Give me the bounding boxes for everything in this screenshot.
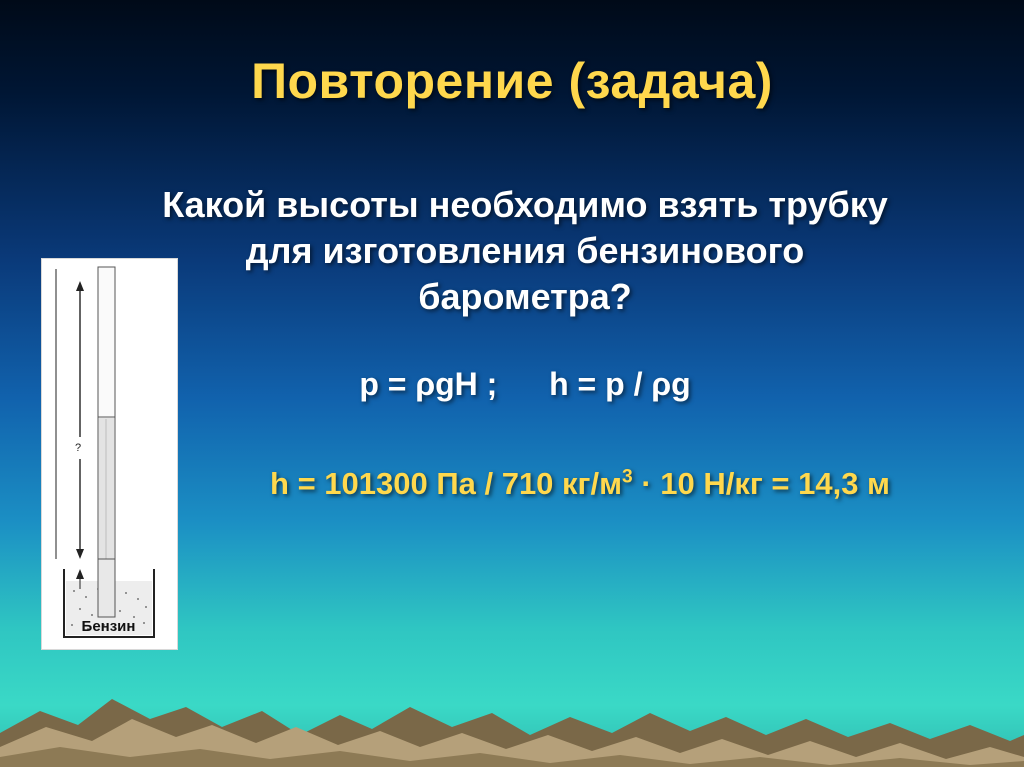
result-line xyxy=(150,466,1010,502)
unknown-marker-label: ? xyxy=(75,442,82,454)
question-line-3: барометра? xyxy=(418,276,632,318)
page-title: Повторение (задача) xyxy=(251,53,773,109)
result-prefix: h = 101300 Па / 710 кг/м xyxy=(270,466,623,501)
question-line-2: для изготовления бензинового xyxy=(245,230,805,272)
formula-right: h = p / ρg xyxy=(549,366,691,402)
formula-line xyxy=(130,366,920,403)
result-exponent: 3 xyxy=(622,466,633,488)
barometer-diagram-svg xyxy=(42,259,175,647)
formula-left: p = ρgH ; xyxy=(359,366,498,402)
result-suffix: · 10 Н/кг = 14,3 м xyxy=(632,466,890,501)
question-text xyxy=(130,182,920,320)
barometer-diagram xyxy=(41,258,178,650)
diagram-caption: Бензин xyxy=(81,618,136,635)
question-line-1: Какой высоты необходимо взять трубку xyxy=(162,184,888,225)
